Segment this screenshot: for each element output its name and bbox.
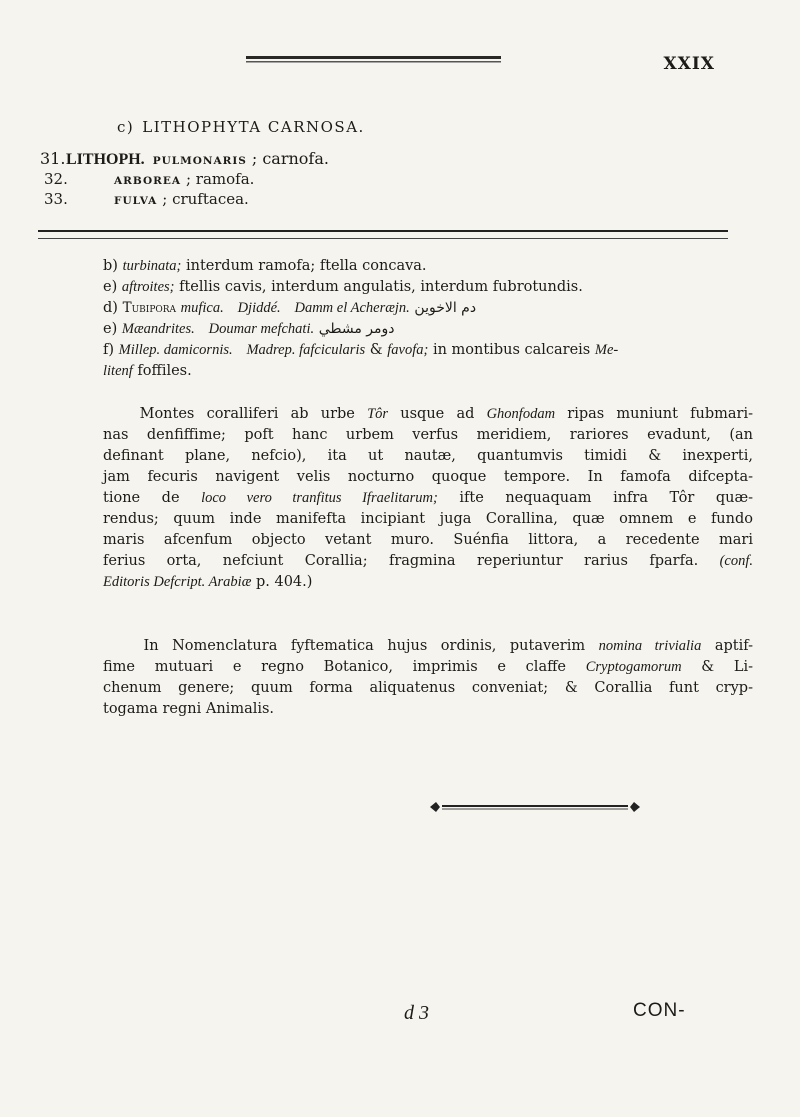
signature-mark: d 3 bbox=[404, 1002, 429, 1024]
entry-d: d) Tubipora mufica. Djiddé. Damm el Acheræjn. دم الاخوين bbox=[103, 300, 477, 316]
entry-b: b) turbinata; interdum ramofa; ftella concava. bbox=[103, 258, 427, 274]
genus-31: 31.LITHOPH. PULMONARIS ; carnofa. bbox=[40, 149, 329, 168]
genus-type: PULMONARIS bbox=[152, 155, 247, 167]
entry-e2: e) Mæandrites. Doumar mefchati. دومر مشطي bbox=[103, 321, 395, 337]
genus-desc: cruftacea. bbox=[172, 190, 249, 208]
section-title bbox=[117, 118, 365, 136]
page-folio: XXIX bbox=[663, 54, 715, 74]
genus-type: FULVA bbox=[114, 195, 158, 207]
genus-number: 33. bbox=[44, 190, 68, 208]
header-rule bbox=[246, 56, 501, 65]
entry-f: f) Millep. damicornis. Madrep. fafcicularis & favofa; in montibus calcareis Me- bbox=[103, 342, 619, 358]
paragraph-nomenclature: In Nomenclatura fyftematica hujus ordinis, putaverim nomina trivialia aptif- fime mutuari e regno Botanico, imprimis e claffe Cryptogamorum & Li- chenum genere; quum forma aliquatenus conveniat; & Corallia funt cryp- togama regni Animalis. bbox=[103, 638, 754, 717]
entry-f-cont: litenf foffiles. bbox=[103, 363, 192, 379]
arabic-name: دم الاخوين bbox=[414, 300, 477, 316]
genus-type: ARBOREA bbox=[114, 175, 181, 187]
section-label: c) bbox=[117, 118, 135, 136]
genus-desc: carnofa. bbox=[262, 149, 329, 168]
genus-number: 32. bbox=[44, 170, 68, 188]
paragraph-corals: Montes coralliferi ab urbe Tôr usque ad Ghonfodam ripas muniunt fubmari- nas denfiffime; poft hanc urbem verfus meridiem, rariores evadunt, (an definant plane, nefcio), ita ut nautæ, quantumvis timidi & inexperti, jam fecuris navigent velis nocturno quoque tempore. In famofa difcepta- tione de loco vero tranfitus Ifraelitarum; ifte nequaquam infra Tôr quæ- rendus; quum inde manifefta incipiant juga Corallina, quæ omnem e fundo maris afcenfum objecto vetant muro. Suénfia littora, a recedente mari ferius orta, nefciunt Corallia; fragmina reperiuntur rarius fparfa. (conf. Editoris Defcript. Arabiæ p. 404.) bbox=[103, 406, 754, 590]
genus-desc: ramofa. bbox=[195, 170, 255, 188]
genus-number: 31. bbox=[40, 149, 66, 168]
genus-33: 33. FULVA ; cruftacea. bbox=[44, 190, 249, 208]
catchword: CON- bbox=[633, 1000, 686, 1021]
section-name: LITHOPHYTA CARNOSA. bbox=[142, 118, 365, 136]
genus-name: LITHOPH. bbox=[66, 151, 145, 168]
entry-e1: e) aftroites; ftellis cavis, interdum angulatis, interdum fubrotundis. bbox=[103, 279, 583, 295]
ornament-rule bbox=[428, 800, 642, 814]
species-list bbox=[103, 256, 753, 382]
genus-32: 32. ARBOREA ; ramofa. bbox=[44, 170, 255, 188]
arabic-name: دومر مشطي bbox=[318, 321, 395, 337]
section-divider bbox=[38, 230, 728, 239]
